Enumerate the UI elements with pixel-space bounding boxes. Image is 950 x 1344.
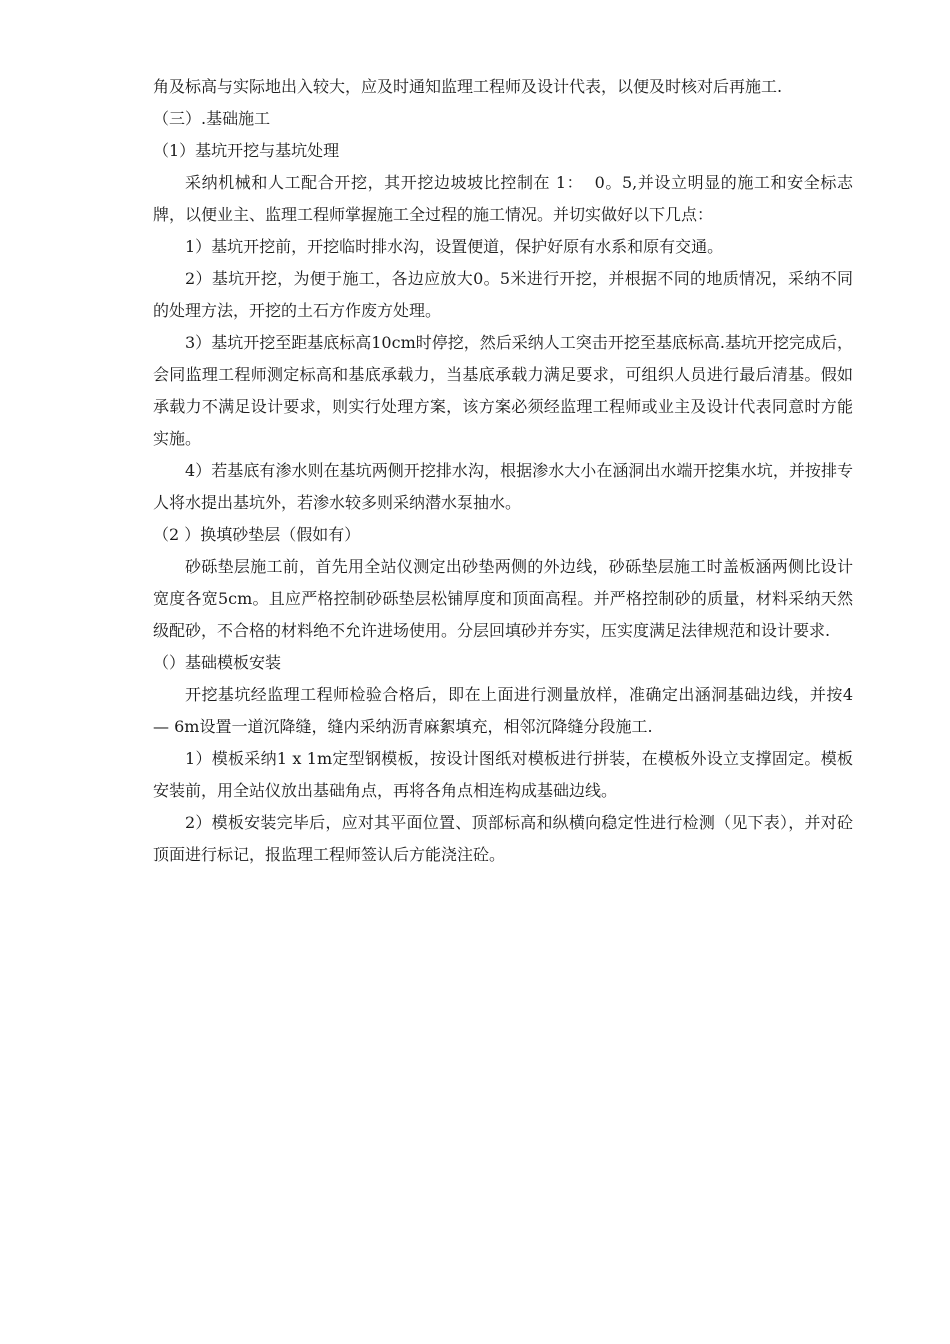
paragraph-excavation-intro: 采纳机械和人工配合开挖，其开挖边坡坡比控制在 1： 0。5,并设立明显的施工和安全标志牌，以便业主、监理工程师掌握施工全过程的施工情况。并切实做好以下几点： xyxy=(153,173,853,224)
paragraph-item-1: 1）基坑开挖前，开挖临时排水沟，设置便道，保护好原有水系和原有交通。 xyxy=(185,237,724,256)
section-heading-foundation: （三）.基础施工 xyxy=(153,109,271,128)
subsection-heading-formwork: （）基础模板安装 xyxy=(153,653,282,672)
paragraph-item-3: 3）基坑开挖至距基底标高10cm时停挖，然后采纳人工突击开挖至基底标高.基坑开挖完成后，会同监理工程师测定标高和基底承载力，当基底承载力满足要求，可组织人员进行最后清基。假如承载力不满足设计要求，则实行处理方案，该方案必须经监理工程师或业主及设计代表同意时方能实施。 xyxy=(153,333,853,448)
paragraph-formwork-item-2: 2）模板安装完毕后，应对其平面位置、顶部标高和纵横向稳定性进行检测（见下表），并对砼顶面进行标记，报监理工程师签认后方能浇注砼。 xyxy=(153,813,853,864)
paragraph-item-4: 4）若基底有渗水则在基坑两侧开挖排水沟，根据渗水大小在涵洞出水端开挖集水坑，并按排专人将水提出基坑外，若渗水较多则采纳潜水泵抽水。 xyxy=(153,461,853,512)
document-body xyxy=(153,71,859,871)
paragraph-sand-cushion: 砂砾垫层施工前，首先用全站仪测定出砂垫两侧的外边线，砂砾垫层施工时盖板涵两侧比设计宽度各宽5cm。且应严格控制砂砾垫层松铺厚度和顶面高程。并严格控制砂的质量，材料采纳天然级配砂，不合格的材料绝不允许进场使用。分层回填砂并夯实，压实度满足法律规范和设计要求. xyxy=(153,557,853,640)
paragraph-formwork-intro: 开挖基坑经监理工程师检验合格后，即在上面进行测量放样，准确定出涵洞基础边线，并按4 — 6m设置一道沉降缝，缝内采纳沥青麻絮填充，相邻沉降缝分段施工. xyxy=(153,685,859,736)
paragraph-formwork-item-1: 1）模板采纳1 x 1m定型钢模板，按设计图纸对模板进行拼装，在模板外设立支撑固定。模板安装前，用全站仪放出基础角点，再将各角点相连构成基础边线。 xyxy=(153,749,853,800)
subsection-heading-excavation: （1）基坑开挖与基坑处理 xyxy=(153,141,340,160)
paragraph-item-2: 2）基坑开挖，为便于施工，各边应放大0。5米进行开挖，并根据不同的地质情况，采纳不同的处理方法，开挖的土石方作废方处理。 xyxy=(153,269,853,320)
subsection-heading-sand-cushion: （2 ）换填砂垫层（假如有） xyxy=(153,525,361,544)
paragraph-continuation: 角及标高与实际地出入较大，应及时通知监理工程师及设计代表，以便及时核对后再施工. xyxy=(153,77,783,96)
